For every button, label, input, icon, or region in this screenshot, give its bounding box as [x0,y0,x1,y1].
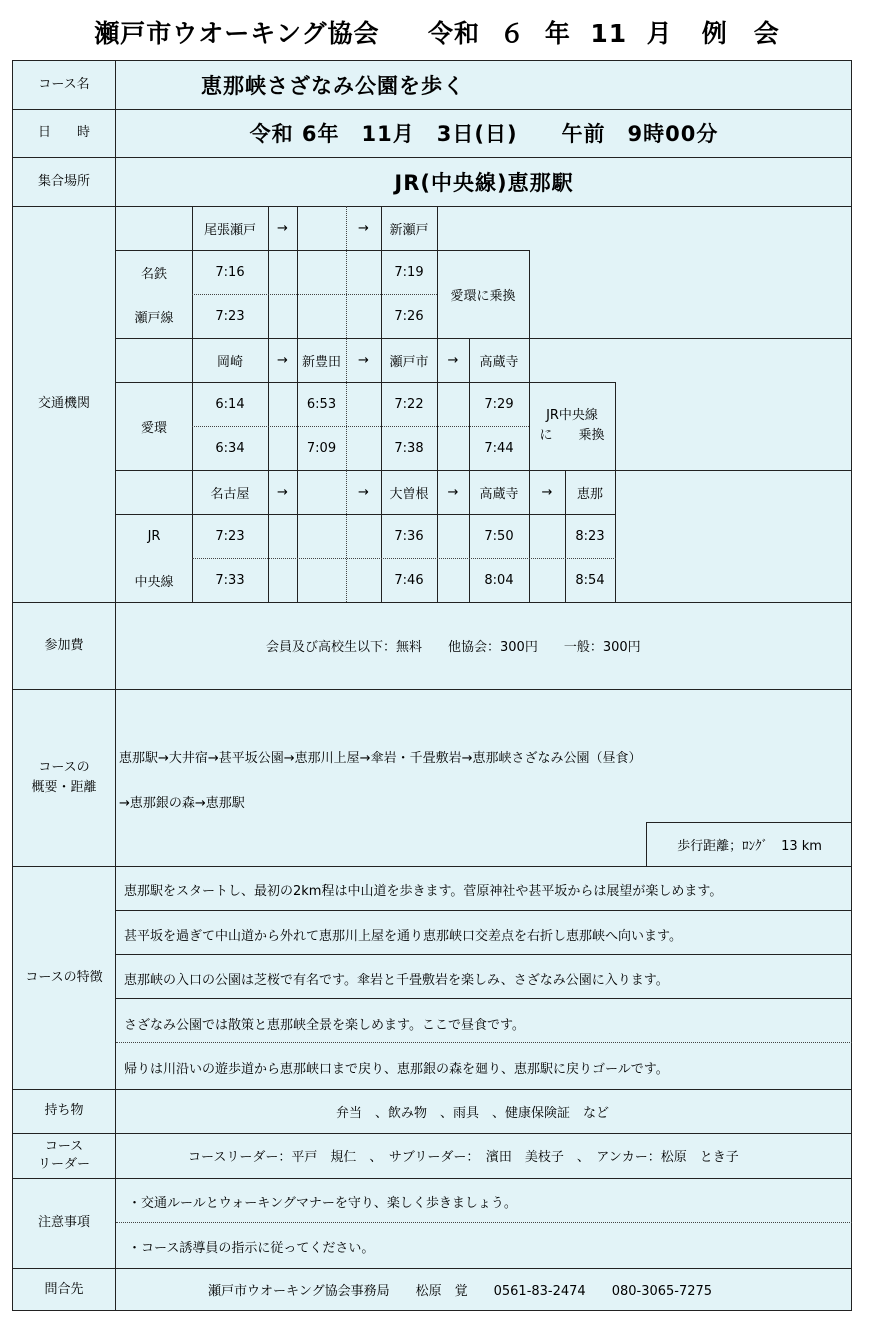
arrow: → [358,352,369,368]
note-line: ・コース誘導員の指示に従ってください。 [128,1241,375,1256]
line-name-jr: JR [147,528,161,544]
leaders-value: コースリーダー：平戸 規仁 、 サブリーダー： 濱田 美枝子 、 アンカー：松原 とき子 [188,1150,739,1165]
arrow: → [541,484,553,500]
feature-line: 帰りは川沿いの遊歩道から恵那峡口まで戻り、恵那銀の森を廻り、恵那駅に戻りゴールです。 [124,1062,669,1077]
time-cell: 7:23 [215,308,245,324]
transport-label: 交通機関 [37,396,90,411]
title-era: 令和 [428,19,481,48]
page-title [0,14,874,50]
feature-line: さざなみ公園では散策と恵那峡全景を楽しめます。ここで昼食です。 [124,1018,525,1033]
transfer-note-aikan [529,382,615,470]
time-cell: 8:04 [484,572,514,588]
time-cell: 7:38 [394,440,424,456]
feature-line: 甚平坂を過ぎて中山道から外れて恵那川上屋を通り恵那峡口交差点を右折し恵那峡へ向います。 [124,929,682,944]
contact-value: 瀬戸市ウオーキング協会事務局 松原 覚 0561-83-2474 080-3065-7275 [208,1284,713,1299]
station-kozoji: 高蔵寺 [479,486,519,502]
datetime-label: 日 時 [37,125,90,140]
time-cell: 7:50 [484,528,514,544]
title-meeting: 例 会 [701,19,780,48]
title-month: 11 [590,19,628,48]
time-cell: 7:16 [215,264,245,280]
meeting-place-label: 集合場所 [37,173,90,189]
time-cell: 7:09 [306,440,337,456]
time-cell: 8:54 [575,572,605,588]
course-name-label: コース名 [38,76,90,92]
time-cell: 7:36 [394,528,424,544]
line-name-meitetsu: 名鉄 [140,266,167,282]
belongings-value: 弁当 、飲み物 、雨具 、健康保険証 など [336,1105,610,1121]
row-separator [12,689,852,690]
time-cell: 6:34 [215,440,245,456]
time-cell: 6:14 [215,396,245,412]
note-line: ・交通ルールとウォーキングマナーを守り、楽しく歩きましょう。 [128,1196,517,1211]
title-year: ６ [499,19,526,48]
datetime-cell [116,109,852,157]
title-year-unit: 年 [544,19,571,48]
overview-label-line2: 概要・距離 [31,779,97,795]
title-month-unit: 月 [646,19,673,48]
station-owari-seto: 尾張瀬戸 [203,222,256,238]
time-cell: 7:22 [394,396,424,412]
transfer-note-meitetsu: 愛環に乗換 [450,288,516,304]
overview-label-line1: コースの [38,759,90,775]
arrow: → [447,352,459,368]
fee-cell [116,602,852,689]
station-ozone: 大曽根 [389,486,429,502]
arrow: → [277,352,288,368]
title-org: 瀬戸市ウオーキング協会 [94,19,380,48]
course-name-value: 恵那峡さざなみ公園を歩く [201,73,465,98]
overview-route-line1: 恵那駅→大井宿→甚平坂公園→恵那川上屋→傘岩・千畳敷岩→恵那峡さざなみ公園（昼食） [119,751,642,766]
overview-route-line2: →恵那銀の森→恵那駅 [119,796,245,811]
time-cell: 7:23 [215,528,245,544]
arrow: → [277,220,288,236]
station-okazaki: 岡崎 [216,354,243,370]
time-cell: 7:26 [394,308,424,324]
line-name-seto: 瀬戸線 [134,310,174,326]
station-ena: 恵那 [576,486,603,502]
transfer-note-line2: に 乗換 [539,428,605,443]
time-cell: 7:19 [394,264,424,280]
arrow: → [358,484,369,500]
line-name-chuo: 中央線 [134,574,174,590]
row-separator [12,1178,852,1179]
leaders-label-line1: コース [44,1138,84,1154]
course-name-cell [116,60,852,109]
transfer-note-line1: JR中央線 [546,408,598,423]
fee-value: 会員及び高校生以下：無料 他協会：300円 一般：300円 [266,640,641,655]
contact-cell [116,1268,852,1311]
time-cell: 7:46 [394,572,424,588]
time-cell: 7:44 [484,440,514,456]
meeting-place-cell [116,157,852,206]
row-separator [12,866,852,867]
time-cell: 6:53 [306,396,337,412]
datetime-value: 令和 6年 11月 3日(日) 午前 9時00分 [249,122,719,146]
arrow: → [447,484,459,500]
feature-line: 恵那峡の入口の公園は芝桜で有名です。傘岩と千畳敷岩を楽しみ、さざなみ公園に入ります。 [124,973,669,988]
fee-label: 参加費 [44,637,84,653]
time-cell: 7:29 [484,396,514,412]
time-cell: 7:33 [215,572,245,588]
leaders-cell [116,1133,852,1178]
leaders-label [12,1133,116,1178]
notes-label: 注意事項 [37,1215,90,1230]
overview-label [12,689,116,866]
station-shin-toyota: 新豊田 [301,354,341,370]
arrow: → [277,484,288,500]
line-name-aikan: 愛環 [140,420,167,436]
station-kozoji: 高蔵寺 [479,354,519,370]
time-cell: 8:23 [575,528,605,544]
station-nagoya: 名古屋 [210,486,250,502]
feature-line: 恵那駅をスタートし、最初の2km程は中山道を歩きます。菅原神社や甚平坂からは展望が楽しめます。 [124,884,723,899]
features-label: コースの特徴 [25,969,103,985]
belongings-label: 持ち物 [44,1103,84,1118]
meeting-place-value: JR(中央線)恵那駅 [394,170,574,195]
arrow: → [358,220,369,236]
contact-label: 問合先 [44,1281,84,1297]
station-setoshi: 瀬戸市 [389,354,429,370]
station-shin-seto: 新瀬戸 [389,222,429,238]
belongings-cell [116,1089,852,1133]
walking-distance: 歩行距離；ﾛﾝｸﾞ 13 km [677,838,822,854]
leaders-label-line2: リーダー [37,1156,90,1172]
